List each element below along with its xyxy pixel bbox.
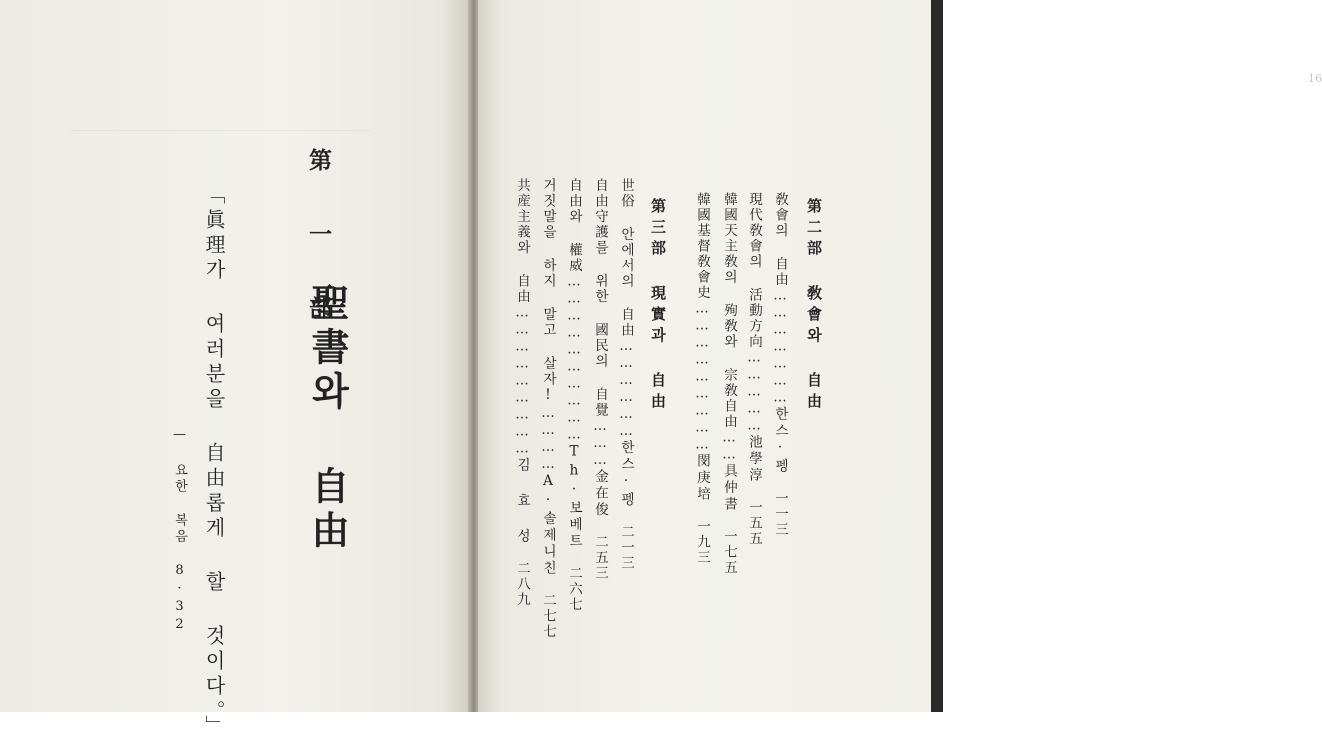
leader-dots: ………………………: [514, 304, 530, 458]
toc-entry[interactable]: [512, 178, 532, 608]
right-page: [478, 0, 1322, 712]
entry-page: 二八九: [514, 561, 530, 608]
book-edge-shadow: [931, 0, 943, 712]
leader-dots: ……: [721, 429, 737, 464]
entry-page: 一一三: [772, 491, 788, 538]
entry-page: 一七五: [721, 529, 737, 576]
entry-author: Th·보베트: [566, 443, 582, 550]
left-page: [0, 0, 470, 740]
show-through: [70, 130, 370, 131]
entry-author: 池學淳: [746, 434, 762, 484]
toc-entry[interactable]: [692, 192, 712, 566]
toc-entry[interactable]: [744, 192, 764, 547]
entry-page: 二五三: [592, 534, 608, 581]
entry-page: 二六七: [566, 566, 582, 613]
entry-page: 一九三: [694, 519, 710, 566]
entry-title: 韓國天主敎의 殉敎와 宗敎自由: [721, 192, 737, 430]
entry-author: 金在俊: [592, 469, 608, 519]
leader-dots: …………………: [772, 287, 788, 407]
toc-entry[interactable]: [538, 178, 558, 640]
leader-dots: ………: [592, 418, 608, 469]
entry-author: 閔庚培: [694, 453, 710, 503]
epigraph-source: — 요한 복음 8·32: [172, 427, 187, 635]
entry-title: 自由와 權威: [566, 178, 582, 274]
entry-author: 具仲書: [721, 463, 737, 513]
section-heading: 第三部 現實과 自由: [649, 198, 667, 414]
entry-page: 二七七: [540, 593, 556, 640]
leader-dots: …………: [540, 405, 556, 473]
entry-title: 거짓말을 하지 말고 살자!: [540, 178, 556, 405]
toc-entry[interactable]: [590, 178, 610, 581]
entry-author: 김 효 성: [514, 457, 530, 545]
toc-entry[interactable]: [564, 178, 584, 613]
entry-title: 共産主義와 自由: [514, 178, 530, 305]
toc-entry[interactable]: [719, 192, 739, 576]
entry-author: 한스·펭: [618, 440, 634, 509]
part-label: 第 一 部: [305, 148, 332, 331]
entry-author: 한스·펭: [772, 406, 788, 475]
page-number: 16: [1308, 72, 1322, 85]
leader-dots: ………………………: [694, 300, 710, 454]
toc-entry[interactable]: [616, 178, 636, 571]
section-heading: 第二部 敎會와 自由: [805, 198, 823, 414]
epigraph: 「眞理가 여러분을 自由롭게 할 것이다。」: [202, 184, 226, 740]
entry-page: 二一三: [618, 524, 634, 571]
entry-title: 敎會의 自由: [772, 192, 788, 288]
entry-author: A·솔제니친: [540, 473, 556, 577]
leader-dots: ………………: [618, 338, 634, 440]
part-title: 聖書와 自由: [305, 283, 350, 554]
leader-dots: …………………………: [566, 273, 582, 444]
entry-title: 世俗 안에서의 自由: [618, 178, 634, 338]
leader-dots: ……………: [746, 349, 762, 435]
toc-entry[interactable]: [770, 192, 790, 538]
entry-title: 現代敎會의 活動方向: [746, 192, 762, 350]
entry-page: 一五五: [746, 500, 762, 547]
entry-title: 自由守護를 위한 國民의 自覺: [592, 178, 608, 418]
entry-title: 韓國基督敎會史: [694, 192, 710, 301]
